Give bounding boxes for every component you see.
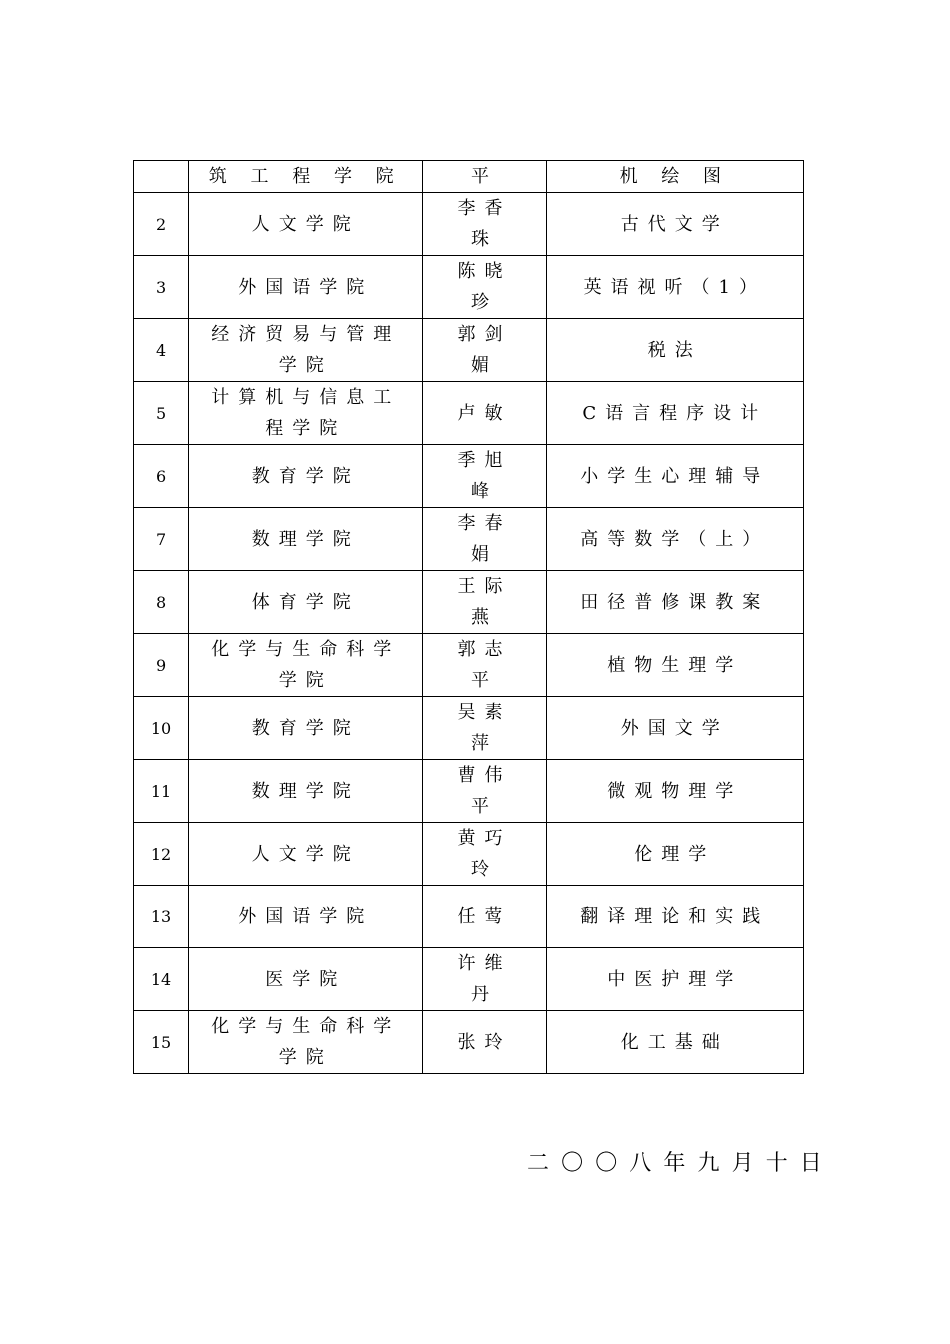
college-cell <box>189 760 423 823</box>
table-row <box>134 319 804 382</box>
course-cell: 田径普修课教案 <box>546 571 803 634</box>
college-cell <box>189 319 423 382</box>
college-cell-text: 计算机与信息工程学院 <box>211 387 401 439</box>
course-cell: 中医护理学 <box>546 948 803 1011</box>
teacher-cell-text: 李香珠 <box>457 198 512 250</box>
teacher-cell <box>423 823 546 886</box>
course-cell: 伦理学 <box>546 823 803 886</box>
college-cell-text: 人文学院 <box>251 213 360 235</box>
college-cell-text: 体育学院 <box>251 591 360 613</box>
college-cell-text: 化学与生命科学学院 <box>211 1016 401 1068</box>
teacher-cell-text: 张玲 <box>457 1031 512 1053</box>
row-number: 15 <box>134 1011 189 1074</box>
teacher-cell-text: 吴素萍 <box>457 702 512 754</box>
teacher-cell-text: 李春娟 <box>457 513 512 565</box>
teacher-cell <box>423 634 546 697</box>
teacher-cell-text: 黄巧玲 <box>457 828 512 880</box>
college-cell <box>189 571 423 634</box>
row-number <box>134 161 189 193</box>
college-cell-text: 医学院 <box>265 968 347 990</box>
table-row <box>134 823 804 886</box>
college-cell-text: 人文学院 <box>251 843 360 865</box>
teacher-cell <box>423 697 546 760</box>
teacher-cell-text: 任莺 <box>457 906 512 927</box>
college-cell-text: 外国语学院 <box>238 906 374 927</box>
award-list-table <box>133 160 804 1074</box>
teacher-cell-text: 郭剑媚 <box>457 324 512 376</box>
course-cell: 古代文学 <box>546 193 803 256</box>
table-row <box>134 445 804 508</box>
row-number: 8 <box>134 571 189 634</box>
college-cell-text: 教育学院 <box>251 717 360 739</box>
course-cell: 翻译理论和实践 <box>546 886 803 948</box>
table-row <box>134 193 804 256</box>
college-cell-text: 外国语学院 <box>238 276 374 298</box>
table-row <box>134 697 804 760</box>
college-cell <box>189 634 423 697</box>
row-number: 10 <box>134 697 189 760</box>
college-cell <box>189 508 423 571</box>
row-number: 12 <box>134 823 189 886</box>
course-cell: 化工基础 <box>546 1011 803 1074</box>
table-row <box>134 1011 804 1074</box>
row-number: 5 <box>134 382 189 445</box>
course-cell: 税法 <box>546 319 803 382</box>
college-cell: 筑 工 程 学 院 <box>189 161 423 193</box>
college-cell-text: 数理学院 <box>251 528 360 550</box>
row-number: 2 <box>134 193 189 256</box>
college-cell <box>189 1011 423 1074</box>
college-cell <box>189 948 423 1011</box>
teacher-cell <box>423 256 546 319</box>
table-row <box>134 886 804 948</box>
table-row <box>134 508 804 571</box>
row-number: 9 <box>134 634 189 697</box>
college-cell <box>189 445 423 508</box>
table-row <box>134 760 804 823</box>
college-cell-text: 化学与生命科学学院 <box>211 639 401 691</box>
course-cell: 微观物理学 <box>546 760 803 823</box>
teacher-cell <box>423 382 546 445</box>
teacher-cell-text: 曹伟平 <box>457 765 512 817</box>
course-cell: 机 绘 图 <box>546 161 803 193</box>
teacher-cell <box>423 886 546 948</box>
teacher-cell <box>423 319 546 382</box>
row-number: 11 <box>134 760 189 823</box>
table-row <box>134 948 804 1011</box>
teacher-cell-text: 陈晓珍 <box>457 261 512 313</box>
table-row <box>134 571 804 634</box>
row-number: 14 <box>134 948 189 1011</box>
college-cell-text: 教育学院 <box>251 465 360 487</box>
college-cell <box>189 886 423 948</box>
course-cell: C语言程序设计 <box>546 382 803 445</box>
course-cell: 外国文学 <box>546 697 803 760</box>
teacher-cell <box>423 760 546 823</box>
teacher-cell: 平 <box>423 161 546 193</box>
course-cell: 植物生理学 <box>546 634 803 697</box>
college-cell-text: 数理学院 <box>251 780 360 802</box>
teacher-cell <box>423 571 546 634</box>
college-cell-text: 经济贸易与管理学院 <box>211 324 401 376</box>
course-cell: 小学生心理辅导 <box>546 445 803 508</box>
teacher-cell <box>423 508 546 571</box>
row-number: 13 <box>134 886 189 948</box>
teacher-cell <box>423 1011 546 1074</box>
college-cell <box>189 382 423 445</box>
table-row <box>134 382 804 445</box>
row-number: 3 <box>134 256 189 319</box>
row-number: 6 <box>134 445 189 508</box>
document-date: 二〇〇八年九月十日 <box>527 1151 834 1176</box>
college-cell <box>189 697 423 760</box>
teacher-cell-text: 季旭峰 <box>457 450 512 502</box>
course-cell: 高等数学（上） <box>546 508 803 571</box>
teacher-cell <box>423 445 546 508</box>
teacher-cell <box>423 193 546 256</box>
table-row <box>134 256 804 319</box>
row-number: 7 <box>134 508 189 571</box>
teacher-cell <box>423 948 546 1011</box>
teacher-cell-text: 许维丹 <box>457 953 512 1005</box>
course-cell: 英语视听（1） <box>546 256 803 319</box>
table-row-continued <box>134 161 804 193</box>
college-cell <box>189 193 423 256</box>
college-cell <box>189 823 423 886</box>
college-cell <box>189 256 423 319</box>
table-row <box>134 634 804 697</box>
teacher-cell-text: 王际燕 <box>457 576 512 628</box>
teacher-cell-text: 郭志平 <box>457 639 512 691</box>
row-number: 4 <box>134 319 189 382</box>
teacher-cell-text: 卢敏 <box>457 402 512 424</box>
